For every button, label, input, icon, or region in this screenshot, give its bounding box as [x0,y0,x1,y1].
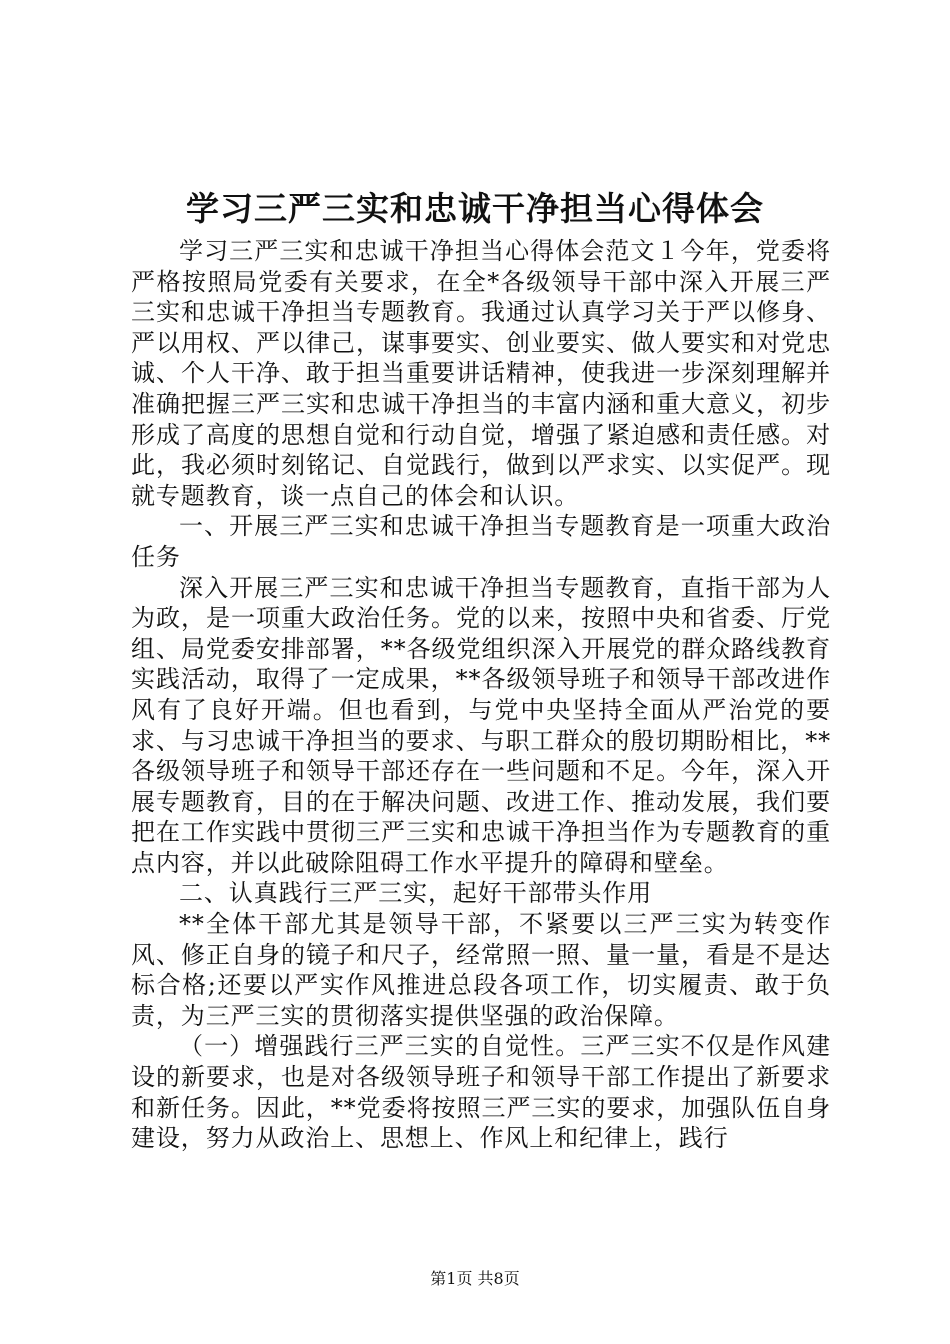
section-heading-1: 一、开展三严三实和忠诚干净担当专题教育是一项重大政治任务 [131,512,831,571]
document-body [131,236,831,1154]
paragraph-intro: 学习三严三实和忠诚干净担当心得体会范文１今年，党委将严格按照局党委有关要求，在全*各级领导干部中深入开展三严三实和忠诚干净担当专题教育。我通过认真学习关于严以修身、严以用权、严以律己，谋事要实、创业要实、做人要实和对党忠诚、个人干净、敢于担当重要讲话精神，使我进一步深刻理解并准确把握三严三实和忠诚干净担当的丰富内涵和重大意义，初步形成了高度的思想自觉和行动自觉，增强了紧迫感和责任感。对此，我必须时刻铭记、自觉践行，做到以严求实、以实促严。现就专题教育，谈一点自己的体会和认识。 [131,237,831,510]
paragraph-section-2: **全体干部尤其是领导干部，不紧要以三严三实为转变作风、修正自身的镜子和尺子，经常照一照、量一量，看是不是达标合格;还要以严实作风推进总段各项工作，切实履责、敢于负责，为三严三实的贯彻落实提供坚强的政治保障。 [131,910,831,1030]
section-heading-2: 二、认真践行三严三实，起好干部带头作用 [179,879,653,908]
paragraph-section-1: 深入开展三严三实和忠诚干净担当专题教育，直指干部为人为政，是一项重大政治任务。党的以来，按照中央和省委、厅党组、局党委安排部署，**各级党组织深入开展党的群众路线教育实践活动，取得了一定成果，**各级领导班子和领导干部改进作风有了良好开端。但也看到，与党中央坚持全面从严治党的要求、与习忠诚干净担当的要求、与职工群众的殷切期盼相比，**各级领导班子和领导干部还存在一些问题和不足。今年，深入开展专题教育，目的在于解决问题、改进工作、推动发展，我们要把在工作实践中贯彻三严三实和忠诚干净担当作为专题教育的重点内容，并以此破除阻碍工作水平提升的障碍和壁垒。 [131,573,831,877]
page-indicator: 第1页 共8页 [430,1269,520,1288]
paragraph-subsection-1: （一）增强践行三严三实的自觉性。三严三实不仅是作风建设的新要求，也是对各级领导班子和领导干部工作提出了新要求和新任务。因此，**党委将按照三严三实的要求，加强队伍自身建设，努力从政治上、思想上、作风上和纪律上，践行 [131,1032,831,1153]
page-footer [0,1268,950,1290]
document-title: 学习三严三实和忠诚干净担当心得体会 [186,189,764,228]
